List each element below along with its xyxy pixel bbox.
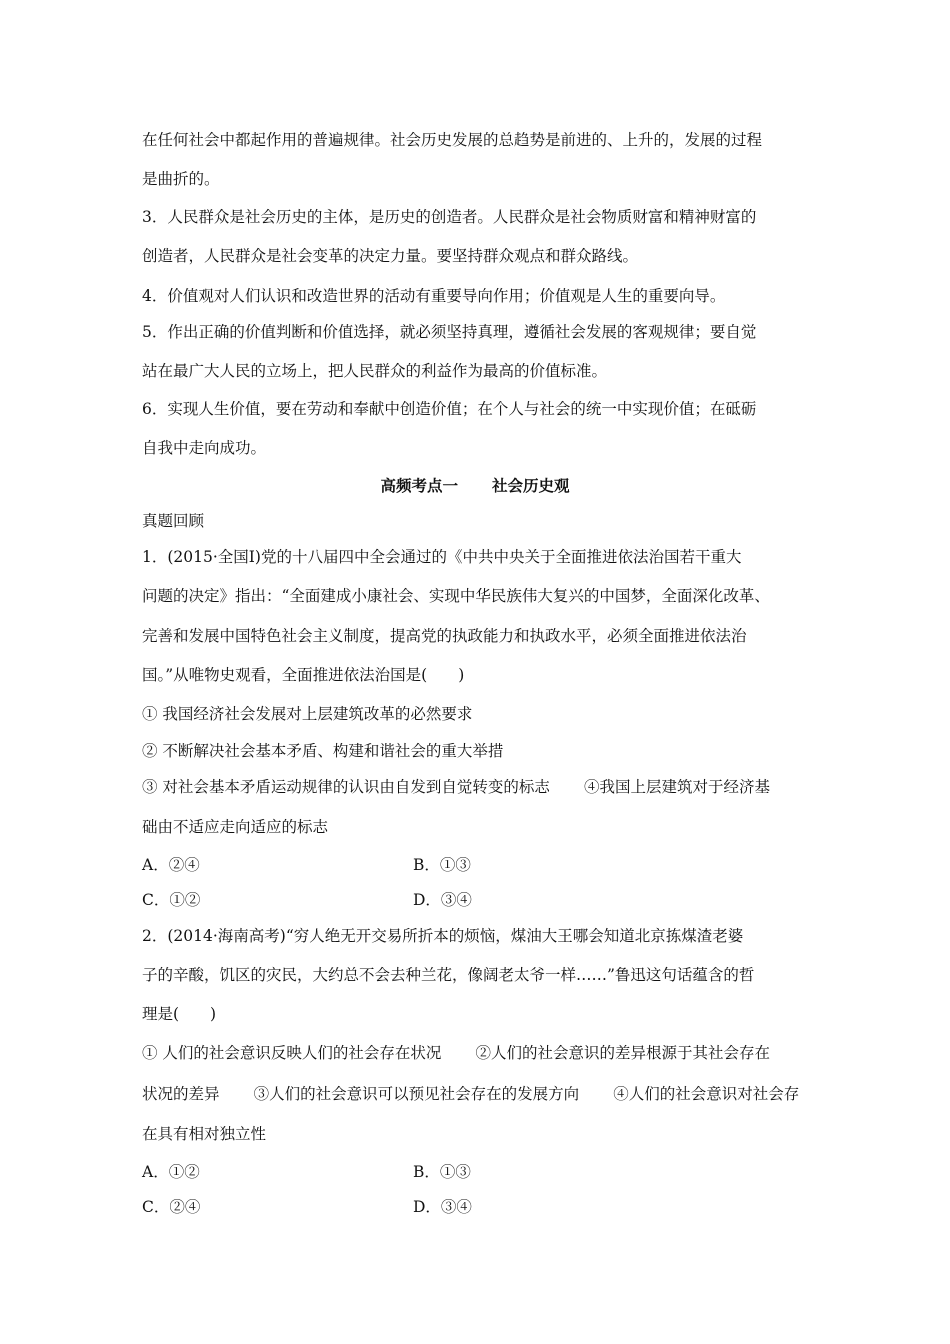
section-subtitle: 真题回顾 <box>142 512 205 530</box>
question-2-option-c: C．②④ <box>142 1198 201 1216</box>
question-1-line-3: 完善和发展中国特色社会主义制度，提高党的执政能力和执政水平，必须全面推进依法治 <box>142 627 747 645</box>
summary-point-5-line-2: 站在最广大人民的立场上，把人民群众的利益作为最高的价值标准。 <box>142 362 608 380</box>
question-1-statement-4-part-1: ④我国上层建筑对于经济基 <box>584 778 771 796</box>
question-1-line-4: 国。”从唯物史观看，全面推进依法治国是( ) <box>142 666 465 684</box>
section-heading-part-1: 高频考点一 <box>380 477 458 495</box>
question-2-line-1: 2．(2014·海南高考)“穷人绝无开交易所折本的烦恼，煤油大王哪会知道北京拣煤渣老婆 <box>142 927 744 945</box>
question-2-statements-line-1 <box>142 1041 770 1063</box>
question-2-statement-3: ③人们的社会意识可以预见社会存在的发展方向 <box>253 1085 580 1103</box>
question-2-option-d: D．③④ <box>413 1198 472 1216</box>
question-1-statement-4-part-2: 础由不适应走向适应的标志 <box>142 818 329 836</box>
question-2-option-b: B．①③ <box>413 1163 471 1181</box>
question-1-option-d: D．③④ <box>413 891 472 909</box>
summary-point-6-line-1: 6．实现人生价值，要在劳动和奉献中创造价值；在个人与社会的统一中实现价值；在砥砺 <box>142 400 757 418</box>
summary-point-6-line-2: 自我中走向成功。 <box>142 439 267 457</box>
question-1-option-c: C．①② <box>142 891 201 909</box>
question-1-line-2: 问题的决定》指出：“全面建成小康社会、实现中华民族伟大复兴的中国梦，全面深化改革、 <box>142 587 770 605</box>
question-1-option-a: A．②④ <box>142 856 200 874</box>
question-1-option-b: B．①③ <box>413 856 471 874</box>
question-2-line-3: 理是( ) <box>142 1005 217 1023</box>
question-1-statement-3-line <box>142 775 770 797</box>
question-2-statements-line-2 <box>142 1082 799 1104</box>
question-2-line-2: 子的辛酸，饥区的灾民，大约总不会去种兰花，像阔老太爷一样……”鲁迅这句话蕴含的哲 <box>142 966 755 984</box>
summary-point-5-line-1: 5．作出正确的价值判断和价值选择，就必须坚持真理，遵循社会发展的客观规律；要自觉 <box>142 323 757 341</box>
question-2-option-a: A．①② <box>142 1163 200 1181</box>
summary-point-3-line-2: 创造者，人民群众是社会变革的决定力量。要坚持群众观点和群众路线。 <box>142 247 639 265</box>
question-1-line-1: 1．(2015·全国Ⅰ)党的十八届四中全会通过的《中共中央关于全面推进依法治国若干重大 <box>142 548 742 566</box>
question-2-statement-2-part-2: 状况的差异 <box>142 1085 220 1103</box>
question-2-statement-1: ① 人们的社会意识反映人们的社会存在状况 <box>142 1044 442 1062</box>
question-1-statement-3: ③ 对社会基本矛盾运动规律的认识由自发到自觉转变的标志 <box>142 778 550 796</box>
section-heading <box>0 474 950 496</box>
question-2-statement-4-part-1: ④人们的社会意识对社会存 <box>613 1085 800 1103</box>
question-1-statement-2: ② 不断解决社会基本矛盾、构建和谐社会的重大举措 <box>142 742 504 760</box>
summary-point-4: 4．价值观对人们认识和改造世界的活动有重要导向作用；价值观是人生的重要向导。 <box>142 287 726 305</box>
section-heading-part-2: 社会历史观 <box>492 477 570 495</box>
summary-point-3-line-1: 3．人民群众是社会历史的主体，是历史的创造者。人民群众是社会物质财富和精神财富的 <box>142 208 757 226</box>
question-2-statement-2-part-1: ②人们的社会意识的差异根源于其社会存在 <box>475 1044 771 1062</box>
question-2-statement-4-part-2: 在具有相对独立性 <box>142 1125 267 1143</box>
question-1-statement-1: ① 我国经济社会发展对上层建筑改革的必然要求 <box>142 705 473 723</box>
summary-line-1: 在任何社会中都起作用的普遍规律。社会历史发展的总趋势是前进的、上升的，发展的过程 <box>142 131 763 149</box>
summary-line-2: 是曲折的。 <box>142 170 220 188</box>
